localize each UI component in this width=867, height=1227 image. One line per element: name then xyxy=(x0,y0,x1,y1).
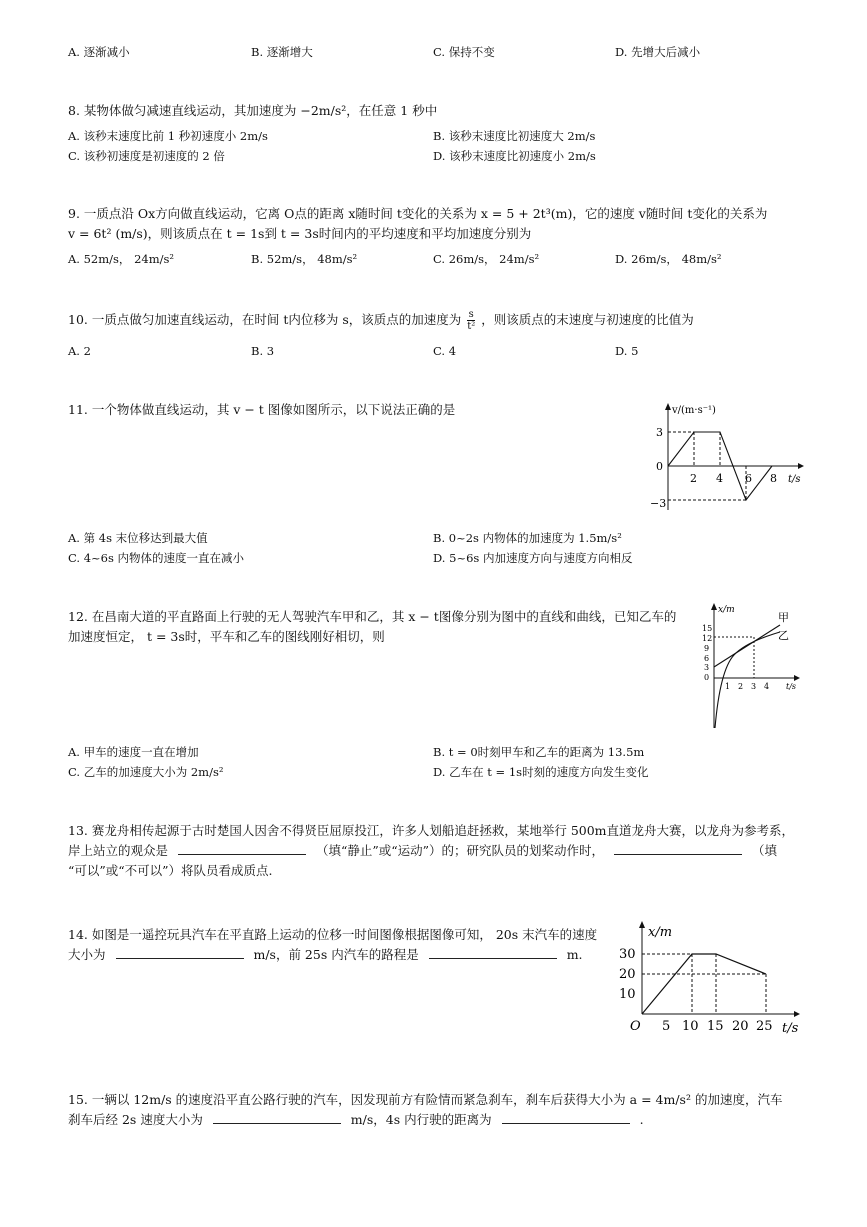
q15-blank-speed[interactable] xyxy=(213,1111,341,1124)
q11-option-d: D. 5~6s 内加速度方向与速度方向相反 xyxy=(433,551,633,565)
q13-line2-c: （填 xyxy=(752,843,778,858)
q15-line2 xyxy=(68,1110,644,1128)
q14-blank-speed[interactable] xyxy=(116,946,244,959)
q12-ytick-9: 9 xyxy=(704,644,710,653)
q9-option-a: A. 52m/s， 24m/s² xyxy=(68,252,175,266)
q12-x-arrow xyxy=(794,675,800,681)
q9-option-c: C. 26m/s， 24m/s² xyxy=(433,252,540,266)
q9-option-d: D. 26m/s， 48m/s² xyxy=(615,252,722,266)
q7-option-c: C. 保持不变 xyxy=(433,45,495,59)
q14-x-arrow xyxy=(794,1011,800,1017)
q12-series-jia: 甲 xyxy=(778,611,789,624)
q12-y-arrow xyxy=(711,603,717,610)
q8-option-d: D. 该秒末速度比初速度小 2m/s xyxy=(433,149,596,163)
q14-xtick-10: 10 xyxy=(682,1019,699,1034)
q15-line2-c: . xyxy=(639,1112,644,1127)
q13-line2 xyxy=(68,841,777,859)
q11-stem: 11. 一个物体做直线运动，其 v − t 图像如图所示，以下说法正确的是 xyxy=(68,402,456,417)
q10-option-d: D. 5 xyxy=(615,344,639,358)
q10-option-a: A. 2 xyxy=(68,344,91,358)
q15-line2-b: m/s，4s 内行驶的距离为 xyxy=(350,1112,492,1127)
q7-option-a: A. 逐渐减小 xyxy=(68,45,130,59)
q11-ylabel: v/(m·s⁻¹) xyxy=(672,405,716,416)
q12-ytick-6: 6 xyxy=(704,654,710,663)
q14-xt-line xyxy=(642,954,766,1014)
q14-line2-c: m. xyxy=(566,947,583,962)
q12-option-c: C. 乙车的加速度大小为 2m/s² xyxy=(68,765,224,779)
q13-line2-a: 岸上站立的观众是 xyxy=(68,843,169,858)
q15-line2-a: 刹车后经 2s 速度大小为 xyxy=(68,1112,203,1127)
q15-line1: 15. 一辆以 12m/s 的速度沿平直公路行驶的汽车，因发现前方有险情而紧急刹车，刹车后获得大小为 a = 4m/s² 的加速度，汽车 xyxy=(68,1092,783,1107)
q14-xtick-20: 20 xyxy=(732,1019,749,1034)
q10-fraction xyxy=(467,309,475,332)
q11-option-b: B. 0~2s 内物体的加速度为 1.5m/s² xyxy=(433,531,622,545)
q12-option-b: B. t = 0时刻甲车和乙车的距离为 13.5m xyxy=(433,745,645,759)
q13-line2-b: （填“静止”或“运动”）的；研究队员的划桨动作时， xyxy=(315,843,605,858)
q14-xtick-15: 15 xyxy=(707,1019,724,1034)
q13-blank-2[interactable] xyxy=(614,842,742,855)
q11-xtick-6: 6 xyxy=(745,472,752,485)
q14-line2-b: m/s，前 25s 内汽车的路程是 xyxy=(253,947,419,962)
q8-stem: 8. 某物体做匀减速直线运动，其加速度为 −2m/s²，在任意 1 秒中 xyxy=(68,103,438,118)
q11-y-arrow xyxy=(665,403,671,410)
q10-stem-b: ，则该质点的末速度与初速度的比值为 xyxy=(481,312,694,327)
q11-ytick-neg3: −3 xyxy=(650,497,667,510)
q14-xtick-5: 5 xyxy=(662,1019,671,1034)
q10-stem-a: 10. 一质点做匀加速直线运动，在时间 t内位移为 s，该质点的加速度为 xyxy=(68,312,462,327)
q7-option-d: D. 先增大后减小 xyxy=(615,45,701,59)
q12-option-a: A. 甲车的速度一直在增加 xyxy=(68,745,199,759)
q12-option-d: D. 乙车在 t = 1s时刻的速度方向发生变化 xyxy=(433,765,649,779)
q12-curve-yi xyxy=(715,632,780,728)
q12-xlabel: t/s xyxy=(786,682,797,691)
q14-y-arrow xyxy=(639,921,645,928)
q12-ytick-3: 3 xyxy=(704,663,710,672)
q12-ytick-15: 15 xyxy=(702,624,713,633)
q7-option-b: B. 逐渐增大 xyxy=(251,45,313,59)
q14-ytick-10: 10 xyxy=(619,987,636,1002)
q12-ytick-0: 0 xyxy=(704,673,710,682)
q11-xtick-2: 2 xyxy=(690,472,697,485)
q13-blank-1[interactable] xyxy=(178,842,306,855)
q12-stem-line2: 加速度恒定， t = 3s时，平车和乙车的图线刚好相切，则 xyxy=(68,629,385,644)
q12-ylabel: x/m xyxy=(718,605,735,615)
q12-ytick-12: 12 xyxy=(702,634,713,643)
q9-stem-line1: 9. 一质点沿 Ox方向做直线运动，它离 O点的距离 x随时间 t变化的关系为 x = 5 + 2t³(m)，它的速度 v随时间 t变化的关系为 xyxy=(68,206,768,221)
q14-xlabel: t/s xyxy=(782,1021,799,1036)
q11-ytick-3: 3 xyxy=(656,426,663,439)
q11-option-a: A. 第 4s 末位移达到最大值 xyxy=(68,531,208,545)
q9-option-b: B. 52m/s， 48m/s² xyxy=(251,252,358,266)
q11-xlabel: t/s xyxy=(788,474,801,485)
q14-blank-distance[interactable] xyxy=(429,946,557,959)
q15-blank-distance[interactable] xyxy=(502,1111,630,1124)
q14-xtick-25: 25 xyxy=(756,1019,773,1034)
q12-xtick-2: 2 xyxy=(738,682,744,691)
q13-line3: “可以”或“不可以”）将队员看成质点. xyxy=(68,863,273,878)
q11-x-arrow xyxy=(798,463,804,469)
q14-ylabel: x/m xyxy=(648,925,673,940)
q14-ytick-30: 30 xyxy=(619,947,636,962)
q12-series-yi: 乙 xyxy=(778,629,789,642)
q12-xtick-4: 4 xyxy=(764,682,770,691)
q11-xtick-4: 4 xyxy=(716,472,723,485)
q12-xt-graph xyxy=(698,600,804,732)
q14-origin: O xyxy=(630,1019,641,1034)
q11-option-c: C. 4~6s 内物体的速度一直在减小 xyxy=(68,551,245,565)
q10-fraction-denominator: t² xyxy=(467,321,476,332)
q10-fraction-numerator: s xyxy=(468,309,474,320)
q10-option-b: B. 3 xyxy=(251,344,275,358)
q10-option-c: C. 4 xyxy=(433,344,457,358)
q8-option-b: B. 该秒末速度比初速度大 2m/s xyxy=(433,129,596,143)
q14-ytick-20: 20 xyxy=(619,967,636,982)
q9-stem-line2: v = 6t² (m/s)，则该质点在 t = 1s到 t = 3s时间内的平均速度和平均加速度分别为 xyxy=(68,226,532,241)
q13-line1: 13. 赛龙舟相传起源于古时楚国人因舍不得贤臣屈原投江，许多人划船追赶拯救，某地举行 500m直道龙舟大赛，以龙舟为参考系， xyxy=(68,823,795,838)
q11-ytick-0: 0 xyxy=(656,460,663,473)
q12-line-jia xyxy=(714,625,780,667)
q14-line1: 14. 如图是一遥控玩具汽车在平直路上运动的位移一时间图像根据图像可知， 20s 末汽车的速度 xyxy=(68,927,598,942)
q14-line2-a: 大小为 xyxy=(68,947,106,962)
q12-xtick-1: 1 xyxy=(725,682,731,691)
q12-xtick-3: 3 xyxy=(751,682,757,691)
q10-stem xyxy=(68,309,694,332)
q11-xtick-8: 8 xyxy=(770,472,777,485)
q11-vt-graph xyxy=(648,398,810,518)
q14-xt-graph xyxy=(612,918,808,1038)
q8-option-a: A. 该秒末速度比前 1 秒初速度小 2m/s xyxy=(68,129,268,143)
q14-line2 xyxy=(68,945,583,963)
q12-stem-line1: 12. 在昌南大道的平直路面上行驶的无人驾驶汽车甲和乙，其 x − t图像分别为图中的直线和曲线，已知乙车的 xyxy=(68,609,677,624)
q8-option-c: C. 该秒初速度是初速度的 2 倍 xyxy=(68,149,225,163)
